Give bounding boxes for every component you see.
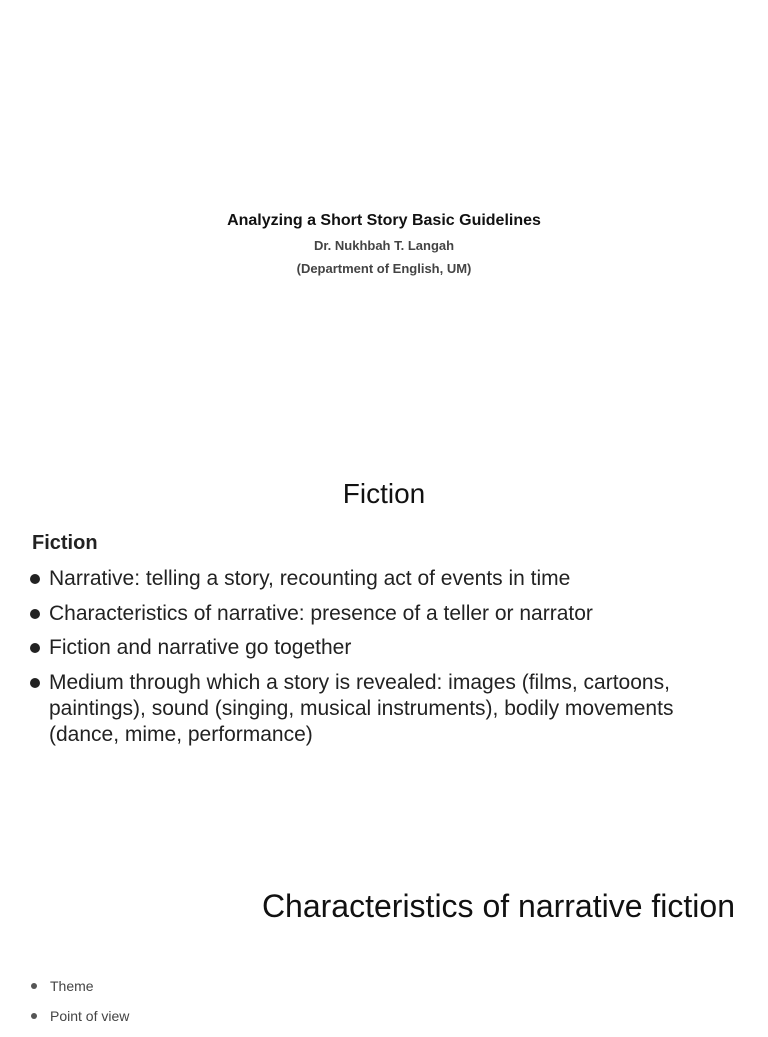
bullet-dot-icon xyxy=(31,1013,37,1019)
author-name: Dr. Nukhbah T. Langah xyxy=(313,238,455,253)
bullet-dot-icon xyxy=(30,678,40,688)
slide-heading-characteristics: Characteristics of narrative fiction xyxy=(261,888,735,924)
list-item-text: Narrative: telling a story, recounting act of events in time xyxy=(49,567,571,590)
list-item xyxy=(28,601,740,627)
list-item-text: Fiction and narrative go together xyxy=(49,636,352,659)
bullet-dot-icon xyxy=(30,609,40,619)
list-item xyxy=(30,1007,129,1025)
title-slide xyxy=(0,0,768,450)
section-subheading-fiction: Fiction xyxy=(32,532,98,554)
document-title: Analyzing a Short Story Basic Guidelines xyxy=(227,212,541,229)
slide-heading-fiction: Fiction xyxy=(342,478,426,509)
fiction-bullet-list xyxy=(28,566,740,756)
list-item-text: Characteristics of narrative: presence of a teller or narrator xyxy=(49,601,593,625)
list-item-text: Theme xyxy=(50,978,94,994)
bullet-dot-icon xyxy=(30,643,40,653)
list-item xyxy=(28,566,740,592)
bullet-dot-icon xyxy=(30,574,40,584)
bullet-dot-icon xyxy=(31,983,37,989)
author-department: (Department of English, UM) xyxy=(296,261,472,276)
list-item xyxy=(28,670,740,748)
characteristics-bullet-list xyxy=(30,977,129,1037)
list-item-text: Medium through which a story is revealed: images (films, cartoons, paintings), sound (singing, musical instruments), bodily movements (dance, mime, performance) xyxy=(49,670,674,746)
list-item-text: Point of view xyxy=(50,1008,130,1024)
list-item xyxy=(28,635,740,661)
list-item xyxy=(30,977,129,995)
